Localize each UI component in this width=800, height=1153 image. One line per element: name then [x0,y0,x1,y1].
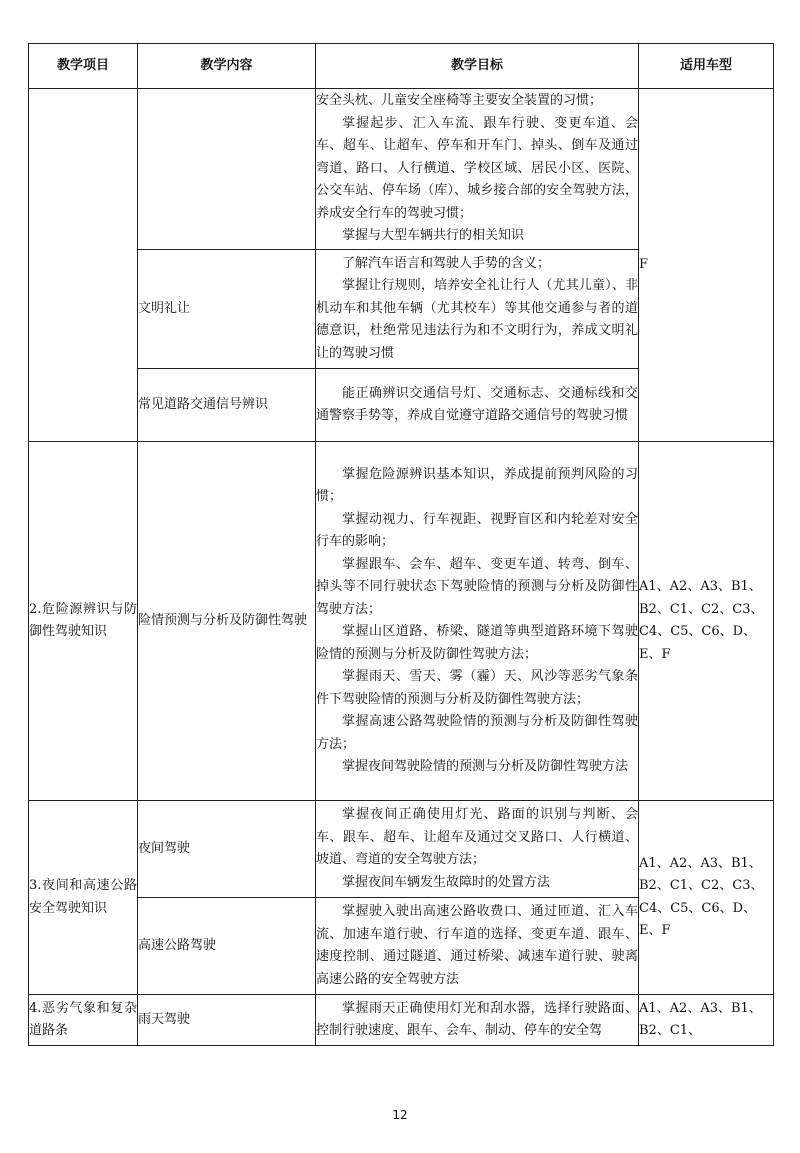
header-vehicle: 适用车型 [639,44,774,89]
teaching-content: 险情预测与分析及防御性驾驶 [138,442,316,801]
goal-line: 掌握夜间车辆发生故障时的处置方法 [342,874,551,890]
header-content: 教学内容 [138,44,316,89]
teaching-item: 4.恶劣气象和复杂道路条 [29,995,138,1046]
teaching-item: 3.夜间和高速公路安全驾驶知识 [29,801,138,995]
teaching-goal [316,801,639,898]
teaching-goal [316,250,639,369]
goal-line: 掌握动视力、行车视距、视野盲区和内轮差对安全行车的影响； [316,511,638,549]
page-number: 12 [392,1108,408,1122]
goal-line: 掌握与大型车辆共行的相关知识 [342,228,525,244]
header-item: 教学项目 [29,44,138,89]
goal-line: 掌握让行规则，培养安全礼让行人（尤其儿童）、非机动车和其他车辆（尤其校车）等其他交通参与者的道德意识，杜绝常见违法行为和不文明行为，养成文明礼让的驾驶习惯 [316,278,638,361]
teaching-goal [316,369,639,442]
goal-line: 掌握起步、汇入车流、跟车行驶、变更车道、会车、超车、让超车、停车和开车门、掉头、倒车及通过弯道、路口、人行横道、学校区域、居民小区、医院、公交车站、停车场（库）、城乡接合部的安全驾驶方法，养成安全行车的驾驶习惯； [316,115,638,221]
teaching-item [29,89,138,442]
table-row [29,89,774,250]
vehicle-types: A1、A2、A3、B1、B2、C1、 [639,995,774,1046]
goal-line: 掌握雨天正确使用灯光和刮水器，选择行驶路面、控制行驶速度、跟车、会车、制动、停车的安全驾 [316,1000,638,1038]
goal-line: 掌握山区道路、桥梁、隧道等典型道路环境下驾驶险情的预测与分析及防御性驾驶方法； [316,624,638,662]
goal-line: 掌握驶入驶出高速公路收费口、通过匝道、汇入车流、加速车道行驶、行车道的选择、变更车道、跟车、速度控制、通过隧道、通过桥梁、减速车道行驶、驶离高速公路的安全驾驶方法 [316,904,638,987]
teaching-content: 高速公路驾驶 [138,898,316,995]
table-row [29,995,774,1046]
vehicle-types: A1、A2、A3、B1、B2、C1、C2、C3、C4、C5、C6、D、E、F [639,801,774,995]
teaching-goal [316,898,639,995]
curriculum-table [28,43,774,1046]
teaching-content: 雨天驾驶 [138,995,316,1046]
goal-line: 掌握夜间正确使用灯光、路面的识别与判断、会车、跟车、超车、让超车及通过交叉路口、人行横道、坡道、弯道的安全驾驶方法； [316,807,638,867]
goal-line: 掌握夜间驾驶险情的预测与分析及防御性驾驶方法 [342,759,629,774]
teaching-content [138,89,316,250]
goal-line: 能正确辨识交通信号灯、交通标志、交通标线和交通警察手势等，养成自觉遵守道路交通信号的驾驶习惯 [316,385,638,423]
header-row [29,44,774,89]
teaching-item: 2.危险源辨识与防御性驾驶知识 [29,442,138,801]
goal-line: 掌握高速公路驾驶险情的预测与分析及防御性驾驶方法； [316,714,638,752]
goal-line: 掌握跟车、会车、超车、变更车道、转弯、倒车、掉头等不同行驶状态下驾驶险情的预测与分析及防御性驾驶方法； [316,556,638,617]
vehicle-types: F [639,89,774,442]
goal-line: 掌握雨天、雪天、雾（霾）天、风沙等恶劣气象条件下驾驶险情的预测与分析及防御性驾驶方法； [316,669,638,707]
vehicle-types: A1、A2、A3、B1、B2、C1、C2、C3、C4、C5、C6、D、E、F [639,442,774,801]
teaching-content: 常见道路交通信号辨识 [138,369,316,442]
teaching-goal [316,995,639,1046]
header-goal: 教学目标 [316,44,639,89]
goal-line: 安全头枕、儿童安全座椅等主要安全装置的习惯； [316,93,603,109]
teaching-content: 文明礼让 [138,250,316,369]
table-row [29,442,774,801]
teaching-goal [316,89,639,250]
table-row [29,801,774,898]
goal-line: 掌握危险源辨识基本知识，养成提前预判风险的习惯； [316,466,638,504]
teaching-goal [316,442,639,801]
teaching-content: 夜间驾驶 [138,801,316,898]
goal-line: 了解汽车语言和驾驶人手势的含义； [342,255,551,271]
